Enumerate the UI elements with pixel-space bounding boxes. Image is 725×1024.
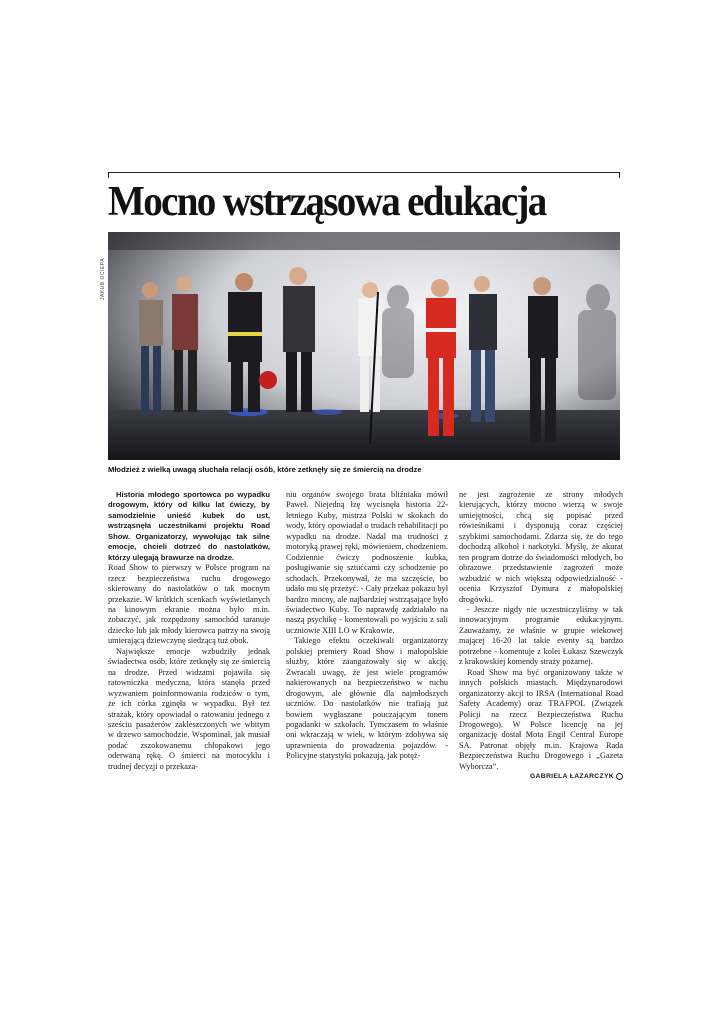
article-headline: Mocno wstrząsowa edukacja xyxy=(108,179,546,225)
article-paragraph: Takiego efektu oczekiwali organizatorzy polskiej premiery Road Show i małopolskie służby, które zaangażowały się w akcję. Zwracali uwagę, że jest wiele programów nakierowanych na bezpieczeństwo w ruchu drogowym, ale głównie dla najmłodszych uczniów. Do nastolatków nie trafiają już bowiem wygłaszane pouczającym tonem pogadanki w szkołach. Tymczasem to właśnie oni wkraczają w wiek, w którym zdobywa się uprawnienia do prowadzenia pojazdów. - Policyjne statystyki pokazują, jak potęż- xyxy=(286,636,448,761)
article-paragraph: Największe emocje wzbudziły jednak świadectwa osób, które zetknęły się ze śmiercią na drodze. Przed widzami pojawiła się ratowniczka medyczna, która stanęła przed wyzwaniem poinformowania rodziców o tym, że ich córka zginęła w wypadku. Był też strażak, który opowiadał o ratowaniu jednego z sześciu pasażerów zakleszczonych we wbitym w drzewo samochodzie. Wspominał, jak musiał podać zszokowanemu chłopakowi jego oderwaną rękę. O śmierci na motocyklu i trudnej decyzji o przekaza- xyxy=(108,646,270,771)
headline-rule-tick-right xyxy=(619,172,620,178)
article-column-3 xyxy=(459,490,623,783)
byline-author: GABRIELA ŁAZARCZYK xyxy=(529,773,614,781)
article-paragraph: niu organów swojego brata bliźniaka mówił Paweł. Niejedną łzę wycisnęła historia 22-letniego Kuby, mistrza Polski w skokach do wody, który opowiadał o trudach rehabilitacji po wypadku na drodze. Nadal ma trudności z motoryką prawej ręki, mówieniem, chodzeniem. Codziennie ćwiczy podnoszenie kubka, posługiwanie się sztućcami czy schodzenie po schodach. Przekonywał, że ma szczęście, bo udało mu się przeżyć. - Cały przekaz pokazu był bardzo mocny, ale najbardziej wstrząsające było świadectwo Kuby. To naprawdę zadziałało na naszą psychikę - komentowali po wyjściu z sali uczniowie XIII LO w Krakowie. xyxy=(286,490,448,635)
stage-photo-illustration xyxy=(108,232,620,460)
article-lead: Historia młodego sportowca po wypadku drogowym, który od kilku lat ćwiczy, by samodzielnie unieść kubek do ust, wstrząsnęła uczestnikami projektu Road Show. Organizatorzy, wywołując tak silne emocje, chcieli dotrzeć do nastolatków, którzy ulegają brawurze na drodze. xyxy=(108,490,270,562)
article-column-1 xyxy=(108,490,270,772)
article-paragraph: - Jeszcze nigdy nie uczestniczyliśmy w tak innowacyjnym programie edukacyjnym. Zauważamy, że właśnie w grupie wiekowej mającej 16-20 lat takie eventy są bardzo potrzebne - komentuje z kolei Łukasz Szewczyk z krakowskiej komendy straży pożarnej. xyxy=(459,604,623,667)
article-paragraph: Road Show ma być organizowany także w innych polskich miastach. Międzynarodowi organizatorzy akcji to IRSA (International Road Safety Academy) oraz TRAFPOL (Związek Policji na rzecz Bezpieczeństwa Ruchu Drogowego). W Polsce licencję na jej organizację dostał Mota Engil Central Europe SA. Patronat objęły m.in. Krajowa Rada Bezpieczeństwa Ruchu Drogowego i „Gazeta Wyborcza”. xyxy=(459,667,623,771)
article-paragraph: Road Show to pierwszy w Polsce program na rzecz bezpieczeństwa ruchu drogowego skierowany do nastolatków o tak mocnym przekazie. W krótkich scenkach wyświetlanych na kinowym ekranie można było m.in. zobaczyć, jak rozpędzony samochód taranuje dziecko lub jak młody kierowca patrzy na swoją umierającą dziewczynę siedzącą tuż obok. xyxy=(108,563,270,646)
article-photo xyxy=(108,232,620,460)
article-paragraph: ne jest zagrożenie ze strony młodych kierujących, którzy mocno wierzą w swoje umiejętności, chcą się popisać przed rówieśnikami i dysponują coraz częściej szybkimi samochodami. Zdarza się, że do tego dochodzą alkohol i narkotyki. Myślę, że akurat ten program dotrze do świadomości młodych, bo obrazowe przedstawienie zagrożeń może wzbudzić w nich większą odpowiedzialność - ocenia Krzysztof Dymura z małopolskiej drogówki. xyxy=(459,490,623,604)
photo-credit: JAKUB OCIEPA xyxy=(100,257,106,300)
end-mark-icon xyxy=(616,773,623,780)
headline-rule xyxy=(108,172,620,173)
photo-caption: Młodzież z wielką uwagą słuchała relacji osób, które zetknęły się ze śmiercią na drodze xyxy=(108,465,422,474)
article-byline xyxy=(459,772,623,782)
article-column-2 xyxy=(286,490,448,762)
